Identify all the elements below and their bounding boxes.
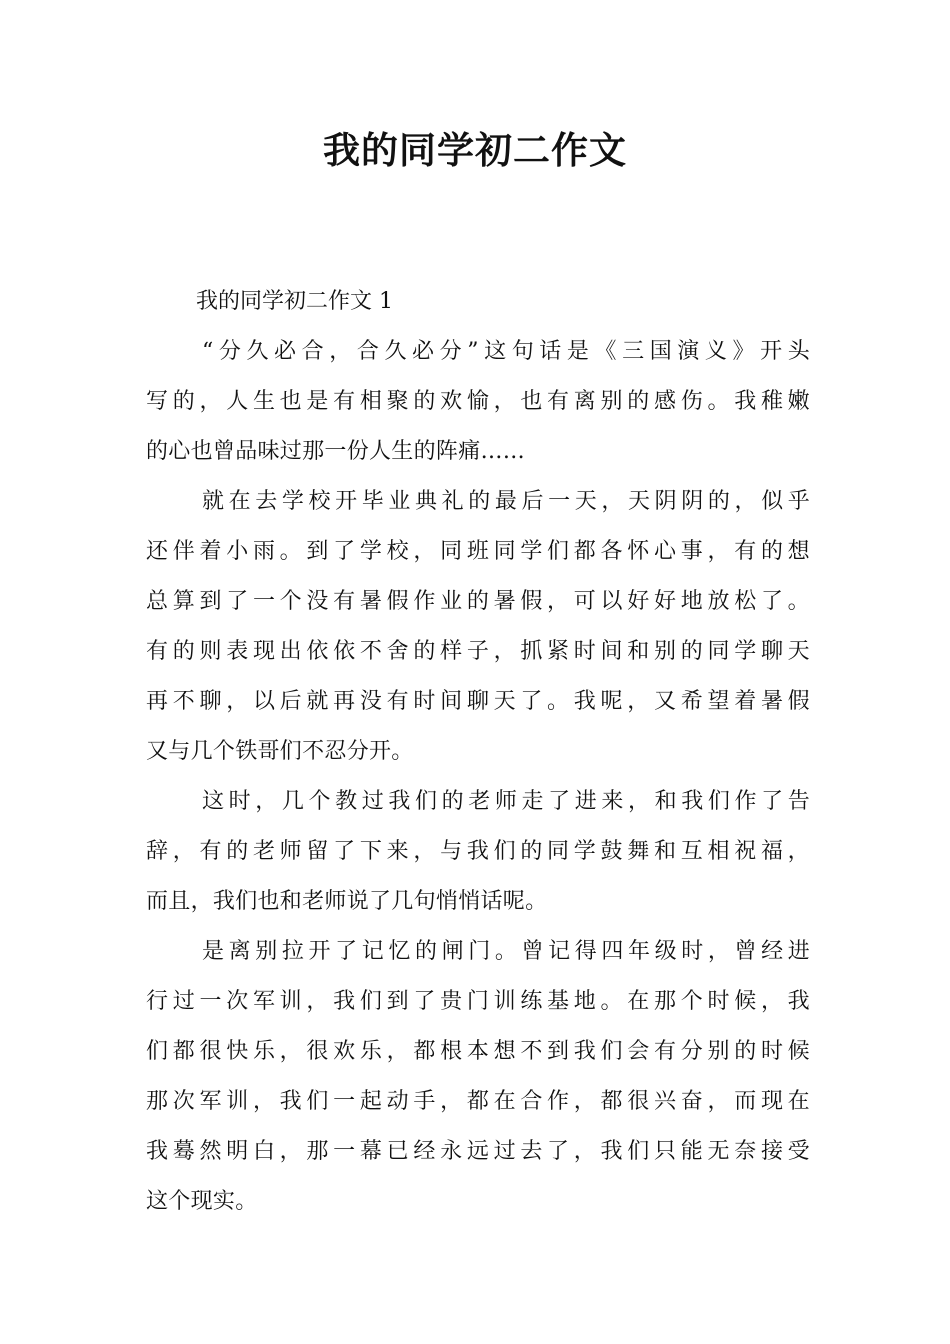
paragraph-line: 我蓦然明白，那一幕已经永远过去了，我们只能无奈接受	[146, 1139, 810, 1164]
paragraph-line: 这个现实。	[146, 1189, 258, 1214]
section-heading: 我的同学初二作文 1	[196, 289, 393, 314]
paragraph-line: 这时，几个教过我们的老师走了进来，和我们作了告	[202, 789, 810, 814]
paragraph-line: 们都很快乐，很欢乐，都根本想不到我们会有分别的时候	[146, 1039, 810, 1064]
paragraph	[146, 927, 810, 1227]
paragraph-line: 那次军训，我们一起动手，都在合作，都很兴奋，而现在	[146, 1089, 810, 1114]
paragraph	[146, 327, 810, 477]
paragraph-line: 行过一次军训，我们到了贵门训练基地。在那个时候，我	[146, 989, 810, 1014]
paragraph-line: 而且，我们也和老师说了几句悄悄话呢。	[146, 889, 548, 914]
paragraph-line: 的心也曾品味过那一份人生的阵痛……	[146, 439, 526, 464]
paragraph	[146, 477, 810, 777]
paragraph-line: 有的则表现出依依不舍的样子，抓紧时间和别的同学聊天	[146, 639, 810, 664]
paragraph-line: 辞，有的老师留了下来，与我们的同学鼓舞和互相祝福，	[146, 839, 810, 864]
paragraph	[146, 777, 810, 927]
paragraph-line: 还伴着小雨。到了学校，同班同学们都各怀心事，有的想	[146, 539, 810, 564]
paragraph-line: 就在去学校开毕业典礼的最后一天，天阴阴的，似乎	[202, 489, 810, 514]
paragraph-line: 总算到了一个没有暑假作业的暑假，可以好好地放松了。	[146, 589, 810, 614]
paragraph-line: “分久必合，合久必分”这句话是《三国演义》开头	[202, 339, 810, 364]
document-body	[146, 277, 810, 1227]
paragraph-line: 又与几个铁哥们不忍分开。	[146, 739, 414, 764]
paragraph-line: 再不聊，以后就再没有时间聊天了。我呢，又希望着暑假	[146, 689, 810, 714]
document-title: 我的同学初二作文	[323, 129, 627, 172]
paragraph-line: 是离别拉开了记忆的闸门。曾记得四年级时，曾经进	[202, 939, 810, 964]
paragraph-line: 写的，人生也是有相聚的欢愉，也有离别的感伤。我稚嫩	[146, 389, 810, 414]
